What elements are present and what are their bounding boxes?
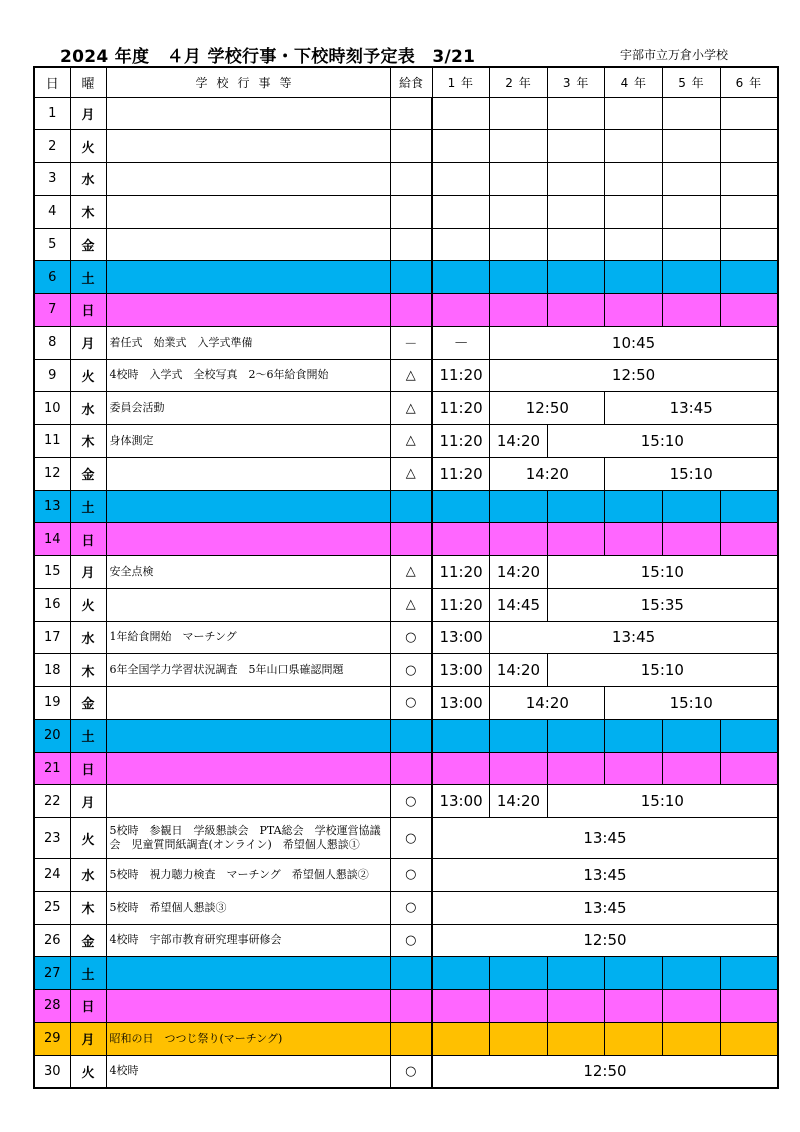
lunch-cell: ○ bbox=[390, 891, 432, 924]
lunch-cell bbox=[390, 294, 432, 327]
table-row bbox=[34, 261, 778, 294]
lunch-cell bbox=[390, 990, 432, 1023]
weekday-cell: 土 bbox=[70, 490, 106, 523]
dismissal-time-cell: 14:20 bbox=[490, 556, 548, 589]
weekday-cell: 金 bbox=[70, 228, 106, 261]
dismissal-time-cell bbox=[663, 228, 721, 261]
dismissal-time-cell: 14:20 bbox=[490, 654, 548, 687]
events-cell bbox=[106, 261, 390, 294]
events-cell bbox=[106, 719, 390, 752]
dismissal-time-cell bbox=[663, 523, 721, 556]
dismissal-time-cell: 11:20 bbox=[432, 359, 490, 392]
lunch-cell bbox=[390, 957, 432, 990]
table-row bbox=[34, 719, 778, 752]
dismissal-time-cell bbox=[605, 752, 663, 785]
dismissal-time-cell: 15:10 bbox=[547, 785, 778, 818]
dismissal-time-cell bbox=[432, 490, 490, 523]
dismissal-time-cell bbox=[547, 523, 605, 556]
dismissal-time-cell bbox=[663, 1022, 721, 1055]
weekday-cell: 火 bbox=[70, 818, 106, 859]
events-cell: 4校時 入学式 全校写真 2～6年給食開始 bbox=[106, 359, 390, 392]
weekday-cell: 水 bbox=[70, 163, 106, 196]
column-header-day: 日 bbox=[34, 67, 70, 97]
events-cell: 6年全国学力学習状況調査 5年山口県確認問題 bbox=[106, 654, 390, 687]
dismissal-time-cell bbox=[432, 195, 490, 228]
dismissal-time-cell: 13:00 bbox=[432, 621, 490, 654]
lunch-cell bbox=[390, 195, 432, 228]
table-row bbox=[34, 990, 778, 1023]
events-cell bbox=[106, 752, 390, 785]
lunch-cell bbox=[390, 261, 432, 294]
dismissal-time-cell bbox=[720, 261, 778, 294]
dismissal-time-cell bbox=[490, 97, 548, 130]
dismissal-time-cell: 15:10 bbox=[547, 556, 778, 589]
column-header-grade-4: 4 年 bbox=[605, 67, 663, 97]
dismissal-time-cell: 14:20 bbox=[490, 785, 548, 818]
dismissal-time-cell bbox=[547, 752, 605, 785]
weekday-cell: 月 bbox=[70, 556, 106, 589]
dismissal-time-cell: 13:45 bbox=[432, 818, 778, 859]
day-cell: 24 bbox=[34, 859, 70, 892]
dismissal-time-cell bbox=[720, 957, 778, 990]
day-cell: 28 bbox=[34, 990, 70, 1023]
day-cell: 3 bbox=[34, 163, 70, 196]
dismissal-time-cell bbox=[547, 97, 605, 130]
weekday-cell: 木 bbox=[70, 891, 106, 924]
dismissal-time-cell: 15:10 bbox=[547, 425, 778, 458]
weekday-cell: 月 bbox=[70, 97, 106, 130]
weekday-cell: 土 bbox=[70, 261, 106, 294]
lunch-cell: ○ bbox=[390, 687, 432, 720]
dismissal-time-cell bbox=[720, 130, 778, 163]
day-cell: 21 bbox=[34, 752, 70, 785]
dismissal-time-cell bbox=[547, 261, 605, 294]
lunch-cell: △ bbox=[390, 588, 432, 621]
dismissal-time-cell bbox=[663, 261, 721, 294]
dismissal-time-cell bbox=[490, 490, 548, 523]
table-row bbox=[34, 556, 778, 589]
dismissal-time-cell bbox=[663, 752, 721, 785]
dismissal-time-cell bbox=[663, 490, 721, 523]
day-cell: 26 bbox=[34, 924, 70, 957]
dismissal-time-cell bbox=[605, 195, 663, 228]
column-header-grade-2: 2 年 bbox=[490, 67, 548, 97]
header-row bbox=[34, 67, 778, 97]
dismissal-time-cell: 11:20 bbox=[432, 556, 490, 589]
dismissal-time-cell: 12:50 bbox=[490, 359, 778, 392]
lunch-cell bbox=[390, 490, 432, 523]
events-cell bbox=[106, 957, 390, 990]
dismissal-time-cell bbox=[432, 719, 490, 752]
weekday-cell: 日 bbox=[70, 294, 106, 327]
dismissal-time-cell: 12:50 bbox=[432, 1055, 778, 1088]
school-name: 宇部市立万倉小学校 bbox=[620, 48, 729, 62]
dismissal-time-cell: 13:00 bbox=[432, 654, 490, 687]
day-cell: 17 bbox=[34, 621, 70, 654]
weekday-cell: 日 bbox=[70, 523, 106, 556]
events-cell bbox=[106, 457, 390, 490]
dismissal-time-cell bbox=[490, 752, 548, 785]
dismissal-time-cell bbox=[720, 1022, 778, 1055]
dismissal-time-cell bbox=[547, 228, 605, 261]
dismissal-time-cell: － bbox=[432, 326, 490, 359]
weekday-cell: 月 bbox=[70, 785, 106, 818]
dismissal-time-cell: 13:00 bbox=[432, 687, 490, 720]
weekday-cell: 水 bbox=[70, 859, 106, 892]
column-header-grade-3: 3 年 bbox=[547, 67, 605, 97]
events-cell bbox=[106, 195, 390, 228]
day-cell: 13 bbox=[34, 490, 70, 523]
dismissal-time-cell bbox=[490, 195, 548, 228]
day-cell: 29 bbox=[34, 1022, 70, 1055]
dismissal-time-cell bbox=[663, 957, 721, 990]
table-row bbox=[34, 1022, 778, 1055]
lunch-cell: ○ bbox=[390, 1055, 432, 1088]
events-cell: 5校時 参観日 学級懇談会 PTA総会 学校運営協議会 児童質問紙調査(オンライン) 希望個人懇談① bbox=[106, 818, 390, 859]
dismissal-time-cell bbox=[547, 130, 605, 163]
table-row bbox=[34, 294, 778, 327]
events-cell bbox=[106, 490, 390, 523]
table-row bbox=[34, 228, 778, 261]
weekday-cell: 月 bbox=[70, 1022, 106, 1055]
lunch-cell bbox=[390, 1022, 432, 1055]
events-cell bbox=[106, 130, 390, 163]
table-row bbox=[34, 752, 778, 785]
dismissal-time-cell bbox=[432, 990, 490, 1023]
table-row bbox=[34, 457, 778, 490]
table-row bbox=[34, 621, 778, 654]
lunch-cell: ○ bbox=[390, 621, 432, 654]
weekday-cell: 木 bbox=[70, 654, 106, 687]
dismissal-time-cell: 10:45 bbox=[490, 326, 778, 359]
dismissal-time-cell bbox=[432, 1022, 490, 1055]
dismissal-time-cell: 13:45 bbox=[490, 621, 778, 654]
table-row bbox=[34, 818, 778, 859]
day-cell: 11 bbox=[34, 425, 70, 458]
events-cell bbox=[106, 163, 390, 196]
weekday-cell: 金 bbox=[70, 457, 106, 490]
dismissal-time-cell bbox=[720, 490, 778, 523]
dismissal-time-cell: 11:20 bbox=[432, 457, 490, 490]
table-row bbox=[34, 924, 778, 957]
weekday-cell: 火 bbox=[70, 359, 106, 392]
schedule-body bbox=[34, 97, 778, 1088]
dismissal-time-cell bbox=[720, 523, 778, 556]
events-cell: 5校時 希望個人懇談③ bbox=[106, 891, 390, 924]
lunch-cell: ○ bbox=[390, 654, 432, 687]
dismissal-time-cell bbox=[547, 490, 605, 523]
dismissal-time-cell bbox=[432, 130, 490, 163]
dismissal-time-cell: 13:45 bbox=[432, 859, 778, 892]
day-cell: 30 bbox=[34, 1055, 70, 1088]
column-header-weekday: 曜 bbox=[70, 67, 106, 97]
weekday-cell: 木 bbox=[70, 195, 106, 228]
dismissal-time-cell: 15:35 bbox=[547, 588, 778, 621]
events-cell: 4校時 宇部市教育研究理事研修会 bbox=[106, 924, 390, 957]
dismissal-time-cell bbox=[720, 163, 778, 196]
dismissal-time-cell bbox=[605, 130, 663, 163]
dismissal-time-cell bbox=[490, 523, 548, 556]
day-cell: 7 bbox=[34, 294, 70, 327]
dismissal-time-cell bbox=[547, 957, 605, 990]
dismissal-time-cell: 13:00 bbox=[432, 785, 490, 818]
events-cell bbox=[106, 97, 390, 130]
table-row bbox=[34, 490, 778, 523]
dismissal-time-cell bbox=[432, 163, 490, 196]
dismissal-time-cell bbox=[663, 97, 721, 130]
dismissal-time-cell bbox=[663, 163, 721, 196]
day-cell: 5 bbox=[34, 228, 70, 261]
weekday-cell: 日 bbox=[70, 752, 106, 785]
events-cell bbox=[106, 990, 390, 1023]
day-cell: 18 bbox=[34, 654, 70, 687]
lunch-cell: △ bbox=[390, 425, 432, 458]
events-cell bbox=[106, 228, 390, 261]
events-cell: 委員会活動 bbox=[106, 392, 390, 425]
lunch-cell: △ bbox=[390, 359, 432, 392]
column-header-lunch: 給食 bbox=[390, 67, 432, 97]
lunch-cell bbox=[390, 130, 432, 163]
day-cell: 20 bbox=[34, 719, 70, 752]
day-cell: 10 bbox=[34, 392, 70, 425]
lunch-cell bbox=[390, 97, 432, 130]
table-row bbox=[34, 195, 778, 228]
table-row bbox=[34, 392, 778, 425]
dismissal-time-cell bbox=[547, 719, 605, 752]
table-row bbox=[34, 97, 778, 130]
lunch-cell: ○ bbox=[390, 818, 432, 859]
events-cell bbox=[106, 523, 390, 556]
day-cell: 8 bbox=[34, 326, 70, 359]
lunch-cell bbox=[390, 752, 432, 785]
dismissal-time-cell: 13:45 bbox=[432, 891, 778, 924]
dismissal-time-cell bbox=[490, 719, 548, 752]
events-cell: 1年給食開始 マーチング bbox=[106, 621, 390, 654]
dismissal-time-cell bbox=[720, 990, 778, 1023]
lunch-cell: ○ bbox=[390, 785, 432, 818]
dismissal-time-cell: 12:50 bbox=[490, 392, 605, 425]
events-cell: 着任式 始業式 入学式準備 bbox=[106, 326, 390, 359]
dismissal-time-cell: 13:45 bbox=[605, 392, 778, 425]
dismissal-time-cell bbox=[490, 957, 548, 990]
dismissal-time-cell bbox=[547, 1022, 605, 1055]
dismissal-time-cell bbox=[605, 163, 663, 196]
events-cell: 昭和の日 つつじ祭り(マーチング) bbox=[106, 1022, 390, 1055]
dismissal-time-cell bbox=[547, 990, 605, 1023]
column-header-events: 学校行事等 bbox=[106, 67, 390, 97]
table-row bbox=[34, 654, 778, 687]
dismissal-time-cell bbox=[605, 261, 663, 294]
dismissal-time-cell bbox=[663, 130, 721, 163]
events-cell bbox=[106, 294, 390, 327]
dismissal-time-cell bbox=[432, 228, 490, 261]
table-row bbox=[34, 425, 778, 458]
dismissal-time-cell bbox=[490, 228, 548, 261]
day-cell: 6 bbox=[34, 261, 70, 294]
dismissal-time-cell: 15:10 bbox=[547, 654, 778, 687]
weekday-cell: 金 bbox=[70, 924, 106, 957]
weekday-cell: 月 bbox=[70, 326, 106, 359]
table-row bbox=[34, 163, 778, 196]
lunch-cell bbox=[390, 163, 432, 196]
dismissal-time-cell bbox=[605, 719, 663, 752]
dismissal-time-cell bbox=[432, 957, 490, 990]
weekday-cell: 金 bbox=[70, 687, 106, 720]
weekday-cell: 火 bbox=[70, 588, 106, 621]
weekday-cell: 土 bbox=[70, 719, 106, 752]
table-row bbox=[34, 588, 778, 621]
dismissal-time-cell bbox=[490, 990, 548, 1023]
day-cell: 4 bbox=[34, 195, 70, 228]
lunch-cell: △ bbox=[390, 392, 432, 425]
dismissal-time-cell bbox=[720, 228, 778, 261]
weekday-cell: 木 bbox=[70, 425, 106, 458]
dismissal-time-cell: 11:20 bbox=[432, 392, 490, 425]
column-header-grade-6: 6 年 bbox=[720, 67, 778, 97]
schedule-table bbox=[33, 66, 779, 1089]
table-row bbox=[34, 1055, 778, 1088]
day-cell: 22 bbox=[34, 785, 70, 818]
day-cell: 25 bbox=[34, 891, 70, 924]
weekday-cell: 火 bbox=[70, 130, 106, 163]
events-cell bbox=[106, 687, 390, 720]
table-row bbox=[34, 785, 778, 818]
weekday-cell: 日 bbox=[70, 990, 106, 1023]
dismissal-time-cell bbox=[663, 294, 721, 327]
dismissal-time-cell bbox=[663, 195, 721, 228]
day-cell: 27 bbox=[34, 957, 70, 990]
events-cell: 4校時 bbox=[106, 1055, 390, 1088]
table-row bbox=[34, 130, 778, 163]
lunch-cell: － bbox=[390, 326, 432, 359]
dismissal-time-cell bbox=[547, 195, 605, 228]
dismissal-time-cell bbox=[490, 130, 548, 163]
dismissal-time-cell: 11:20 bbox=[432, 588, 490, 621]
dismissal-time-cell bbox=[490, 1022, 548, 1055]
dismissal-time-cell bbox=[720, 719, 778, 752]
dismissal-time-cell bbox=[605, 957, 663, 990]
dismissal-time-cell bbox=[663, 719, 721, 752]
dismissal-time-cell: 15:10 bbox=[605, 457, 778, 490]
dismissal-time-cell bbox=[663, 990, 721, 1023]
day-cell: 15 bbox=[34, 556, 70, 589]
lunch-cell: △ bbox=[390, 457, 432, 490]
dismissal-time-cell bbox=[547, 294, 605, 327]
table-row bbox=[34, 859, 778, 892]
table-row bbox=[34, 891, 778, 924]
dismissal-time-cell bbox=[720, 294, 778, 327]
dismissal-time-cell bbox=[432, 97, 490, 130]
dismissal-time-cell: 12:50 bbox=[432, 924, 778, 957]
table-row bbox=[34, 326, 778, 359]
lunch-cell bbox=[390, 228, 432, 261]
day-cell: 2 bbox=[34, 130, 70, 163]
dismissal-time-cell: 14:45 bbox=[490, 588, 548, 621]
dismissal-time-cell bbox=[432, 752, 490, 785]
dismissal-time-cell bbox=[490, 294, 548, 327]
table-row bbox=[34, 523, 778, 556]
page-title: 2024 年度 ４月 学校行事・下校時刻予定表 3/21 bbox=[60, 47, 476, 67]
dismissal-time-cell bbox=[432, 261, 490, 294]
dismissal-time-cell bbox=[605, 1022, 663, 1055]
dismissal-time-cell bbox=[432, 523, 490, 556]
column-header-grade-5: 5 年 bbox=[663, 67, 721, 97]
day-cell: 23 bbox=[34, 818, 70, 859]
day-cell: 14 bbox=[34, 523, 70, 556]
dismissal-time-cell bbox=[605, 523, 663, 556]
weekday-cell: 水 bbox=[70, 621, 106, 654]
events-cell: 身体測定 bbox=[106, 425, 390, 458]
lunch-cell: △ bbox=[390, 556, 432, 589]
dismissal-time-cell: 14:20 bbox=[490, 687, 605, 720]
events-cell bbox=[106, 588, 390, 621]
lunch-cell bbox=[390, 523, 432, 556]
lunch-cell: ○ bbox=[390, 859, 432, 892]
day-cell: 1 bbox=[34, 97, 70, 130]
events-cell: 5校時 視力聴力検査 マーチング 希望個人懇談② bbox=[106, 859, 390, 892]
dismissal-time-cell: 11:20 bbox=[432, 425, 490, 458]
day-cell: 19 bbox=[34, 687, 70, 720]
dismissal-time-cell: 14:20 bbox=[490, 425, 548, 458]
dismissal-time-cell bbox=[432, 294, 490, 327]
dismissal-time-cell bbox=[720, 752, 778, 785]
dismissal-time-cell bbox=[490, 261, 548, 294]
lunch-cell: ○ bbox=[390, 924, 432, 957]
weekday-cell: 土 bbox=[70, 957, 106, 990]
dismissal-time-cell bbox=[605, 490, 663, 523]
table-row bbox=[34, 957, 778, 990]
weekday-cell: 火 bbox=[70, 1055, 106, 1088]
page-header bbox=[0, 0, 800, 66]
day-cell: 9 bbox=[34, 359, 70, 392]
day-cell: 16 bbox=[34, 588, 70, 621]
dismissal-time-cell: 14:20 bbox=[490, 457, 605, 490]
table-row bbox=[34, 359, 778, 392]
column-header-grade-1: 1 年 bbox=[432, 67, 490, 97]
dismissal-time-cell bbox=[605, 294, 663, 327]
dismissal-time-cell bbox=[605, 97, 663, 130]
dismissal-time-cell bbox=[605, 228, 663, 261]
dismissal-time-cell: 15:10 bbox=[605, 687, 778, 720]
events-cell: 安全点検 bbox=[106, 556, 390, 589]
events-cell bbox=[106, 785, 390, 818]
table-row bbox=[34, 687, 778, 720]
dismissal-time-cell bbox=[547, 163, 605, 196]
dismissal-time-cell bbox=[720, 195, 778, 228]
lunch-cell bbox=[390, 719, 432, 752]
day-cell: 12 bbox=[34, 457, 70, 490]
dismissal-time-cell bbox=[490, 163, 548, 196]
dismissal-time-cell bbox=[720, 97, 778, 130]
weekday-cell: 水 bbox=[70, 392, 106, 425]
dismissal-time-cell bbox=[605, 990, 663, 1023]
